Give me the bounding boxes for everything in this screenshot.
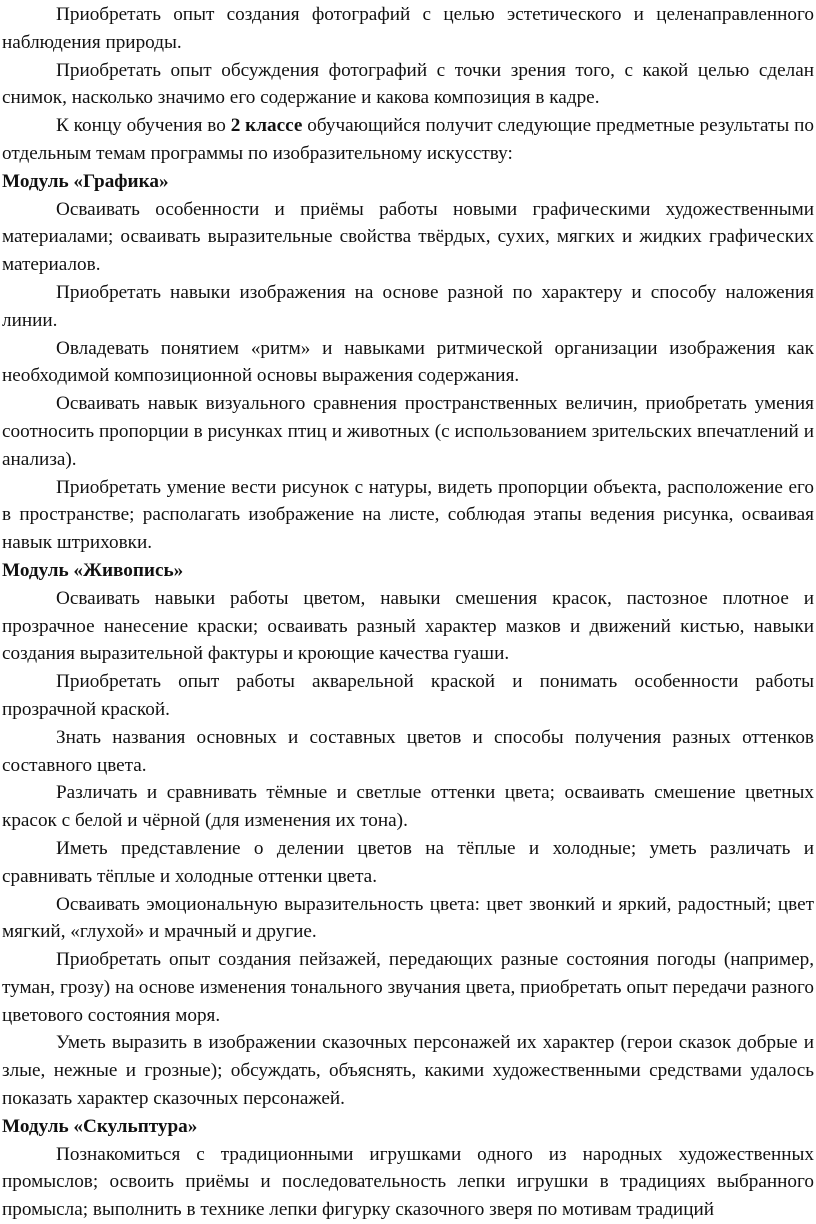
module-sculpture-title: Модуль «Скульптура» [2,1115,198,1137]
grade-intro-paragraph [2,112,814,168]
paragraph: Приобретать навыки изображения на основе разной по характеру и способу наложения линии. [2,281,814,331]
grade-intro-before: К концу обучения во [56,115,231,137]
paragraph: Осваивать навыки работы цветом, навыки смешения красок, пастозное плотное и прозрачное нанесение краски; осваивать разный характер мазков и движений кистью, навыки создания выразительной фактуры и кроющие качества гуаши. [2,587,814,665]
paragraph: Осваивать эмоциональную выразительность цвета: цвет звонкий и яркий, радостный; цвет мягкий, «глухой» и мрачный и другие. [2,893,814,943]
paragraph: Знать названия основных и составных цветов и способы получения разных оттенков составного цвета. [2,726,814,776]
module-graphics-title: Модуль «Графика» [2,170,169,192]
paragraph: Приобретать опыт обсуждения фотографий с точки зрения того, с какой целью сделан снимок, насколько значимо его содержание и какова композиция в кадре. [2,59,814,109]
grade-intro-bold: 2 классе [230,115,303,137]
paragraph: Иметь представление о делении цветов на тёплые и холодные; уметь различать и сравнивать тёплые и холодные оттенки цвета. [2,837,814,887]
paragraph: Приобретать опыт работы акварельной краской и понимать особенности работы прозрачной краской. [2,671,814,720]
paragraph: Познакомиться с традиционными игрушками одного из народных художественных промыслов; освоить приёмы и последовательность лепки игрушки в традициях выбранного промысла; выполнить в технике лепки фигурку сказочного зверя по мотивам традиций [2,1143,814,1221]
paragraph: Осваивать особенности и приёмы работы новыми графическими художественными материалами; осваивать выразительные свойства твёрдых, сухих, мягких и жидких графических материалов. [2,198,814,276]
paragraph: Уметь выразить в изображении сказочных персонажей их характер (герои сказок добрые и злые, нежные и грозные); обсуждать, объяснять, какими художественными средствами удалось показать характер сказочных персонажей. [2,1032,814,1110]
paragraph: Осваивать навык визуального сравнения пространственных величин, приобретать умения соотносить пропорции в рисунках птиц и животных (с использованием зрительских впечатлений и анализа). [2,393,814,470]
paragraph: Овладевать понятием «ритм» и навыками ритмической организации изображения как необходимой композиционной основы выражения содержания. [2,337,814,387]
paragraph: Приобретать опыт создания фотографий с целью эстетического и целенаправленного наблюдения природы. [2,4,814,53]
module-painting-title: Модуль «Живопись» [2,559,184,581]
grade-intro-after: обучающийся получит следующие предметные результаты по отдельным темам программы по изобразительному искусству: [2,115,815,164]
paragraph: Различать и сравнивать тёмные и светлые оттенки цвета; осваивать смешение цветных красок с белой и чёрной (для изменения их тона). [2,782,814,832]
paragraph: Приобретать умение вести рисунок с натуры, видеть пропорции объекта, расположение его в пространстве; располагать изображение на листе, соблюдая этапы ведения рисунка, осваивая навык штриховки. [2,476,814,554]
paragraph: Приобретать опыт создания пейзажей, передающих разные состояния погоды (например, туман, грозу) на основе изменения тонального звучания цвета, приобретать опыт передачи разного цветового состояния моря. [2,949,814,1026]
